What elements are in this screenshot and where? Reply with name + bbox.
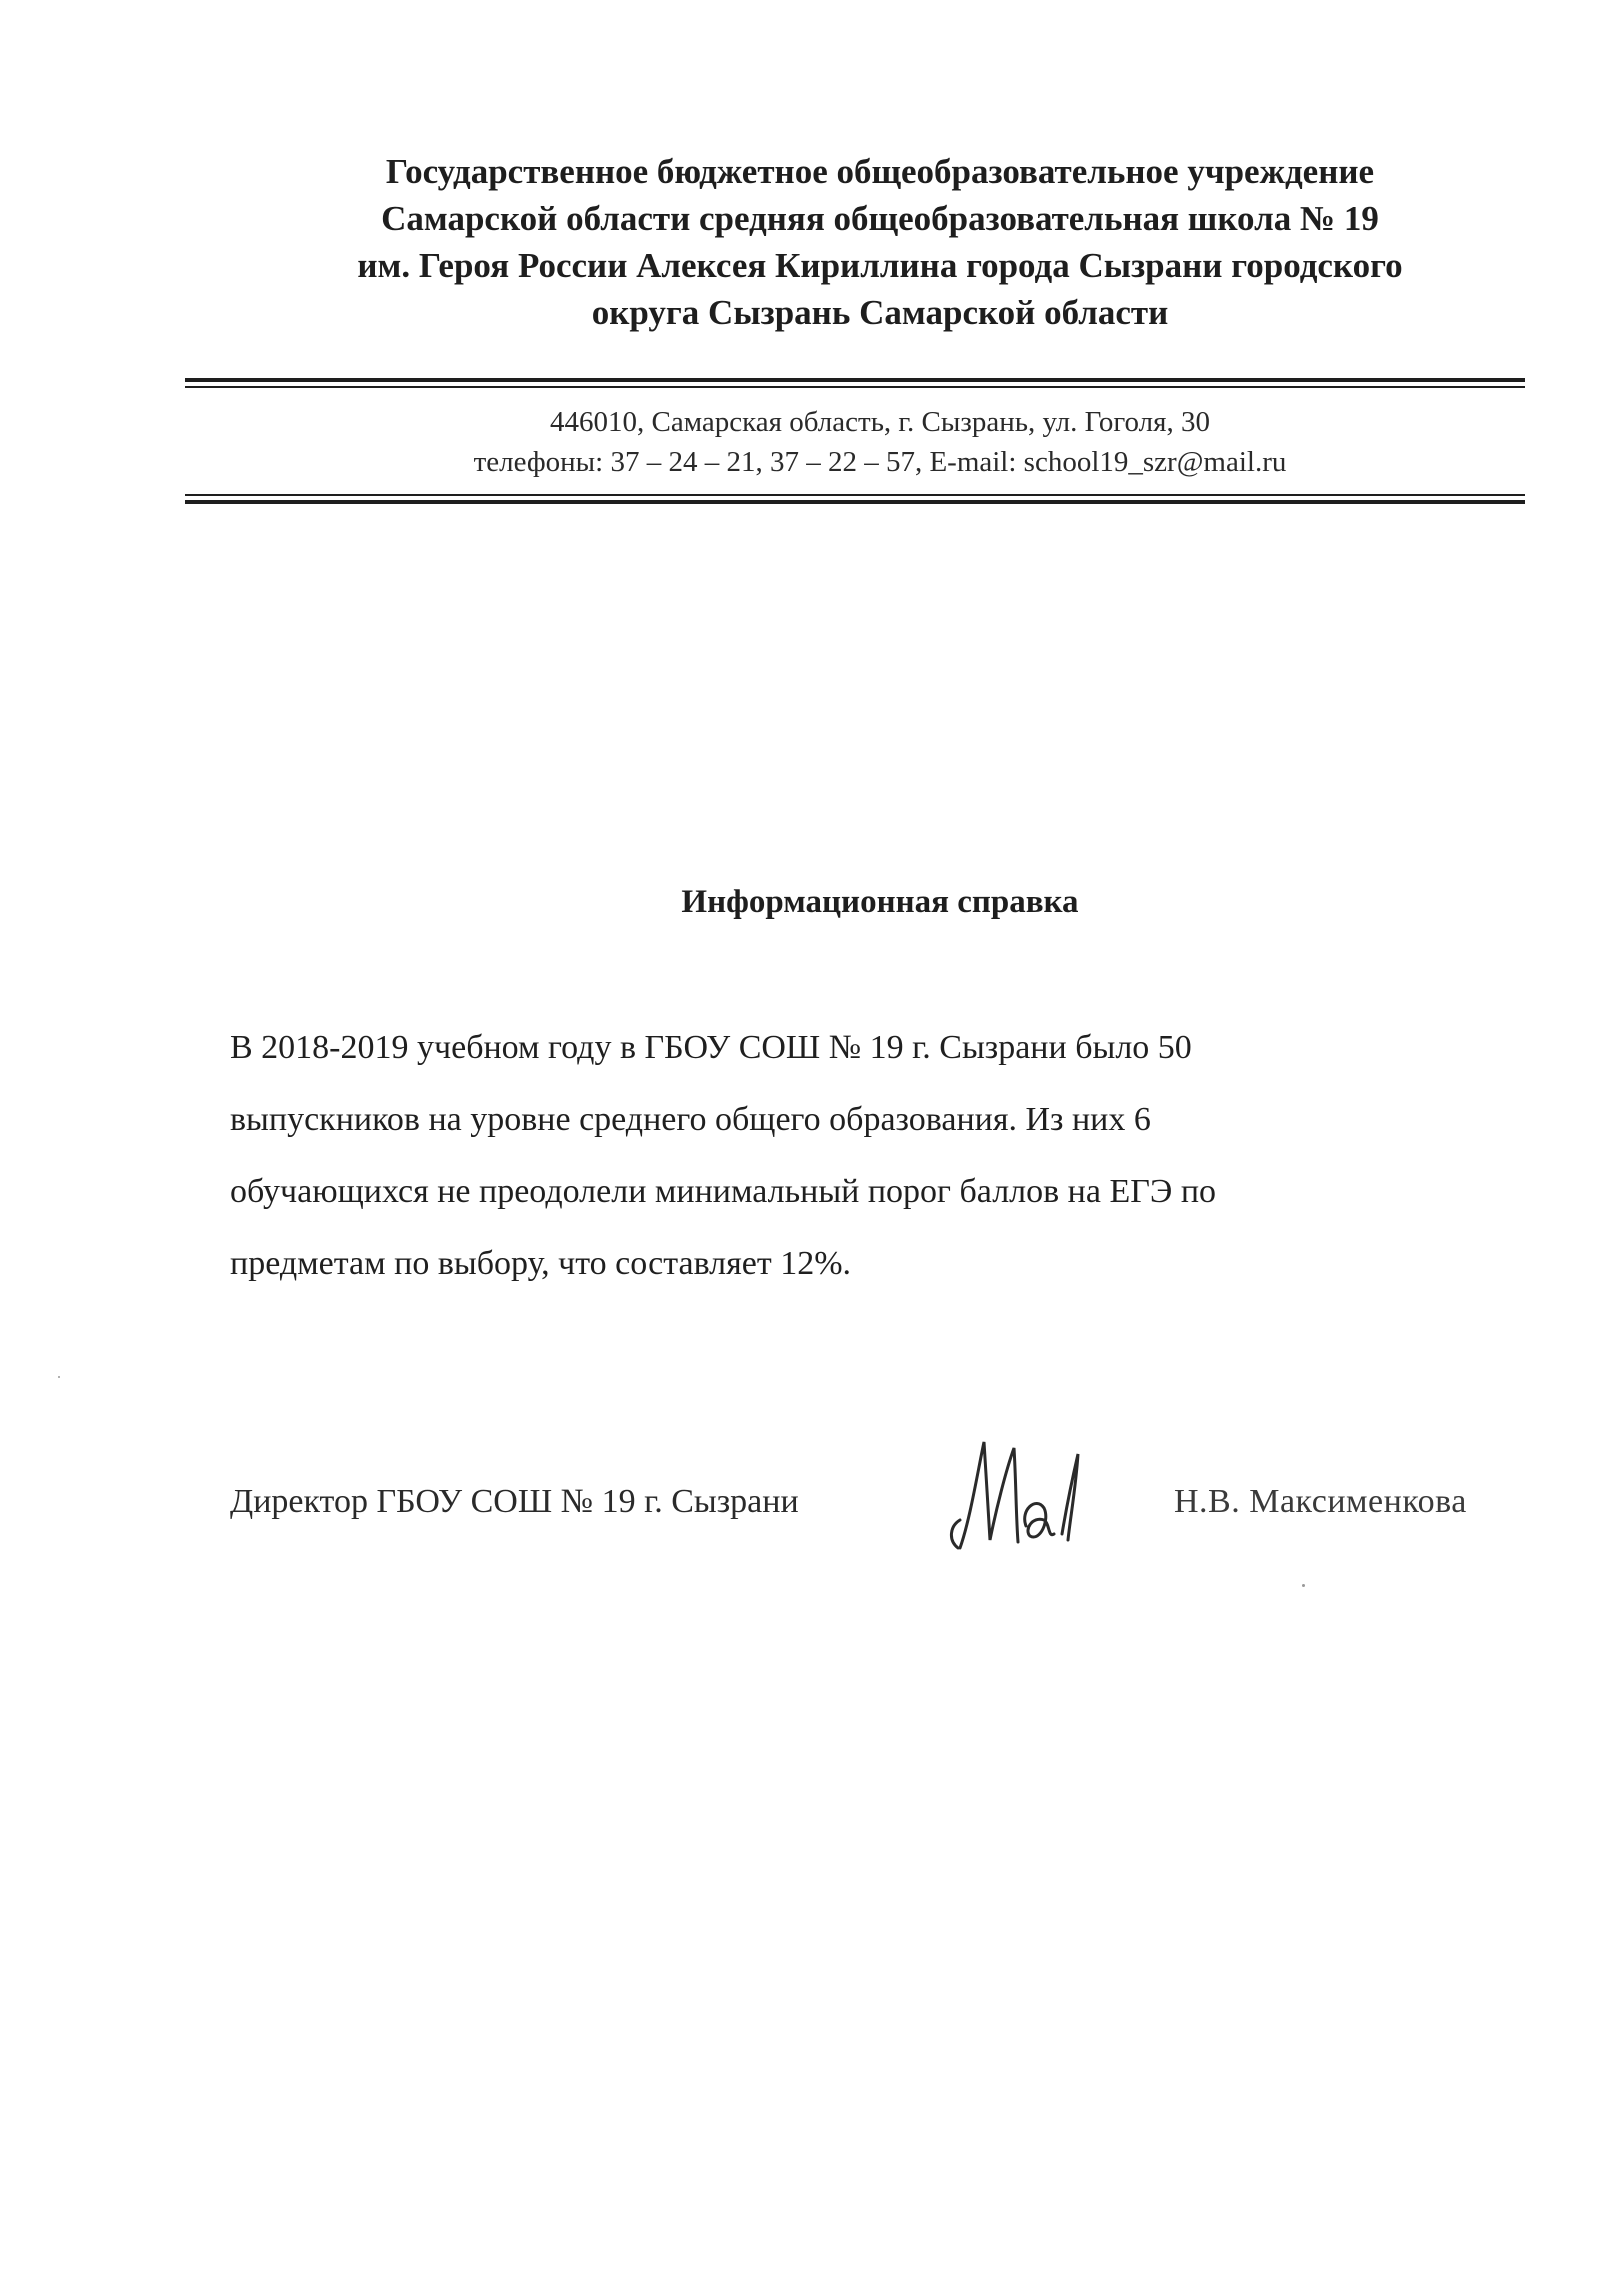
header-divider-top (185, 378, 1525, 388)
scan-speck (1302, 1584, 1305, 1587)
scan-speck (58, 1376, 60, 1378)
document-body (230, 1012, 1410, 1300)
org-line-3: им. Героя России Алексея Кириллина города Сызрани городского (357, 246, 1403, 285)
handwritten-signature (940, 1430, 1090, 1560)
body-line-4: предметам по выбору, что составляет 12%. (230, 1245, 852, 1282)
signature-row (230, 1460, 1530, 1580)
header-divider-bottom (185, 494, 1525, 504)
address-line: 446010, Самарская область, г. Сызрань, ул. Гоголя, 30 (550, 406, 1210, 438)
org-line-1: Государственное бюджетное общеобразовательное учреждение (385, 152, 1375, 191)
body-line-2: выпускников на уровне среднего общего образования. Из них 6 (230, 1101, 1151, 1138)
org-line-4: округа Сызрань Самарской области (591, 293, 1169, 332)
organization-header (230, 148, 1530, 336)
body-line-1: В 2018-2019 учебном году в ГБОУ СОШ № 19 г. Сызрани было 50 (230, 1029, 1192, 1066)
org-line-2: Самарской области средняя общеобразовательная школа № 19 (381, 199, 1379, 238)
signer-name: Н.В. Максименкова (1174, 1483, 1467, 1520)
signer-position: Директор ГБОУ СОШ № 19 г. Сызрани (230, 1483, 799, 1520)
document-title: Информационная справка (681, 884, 1079, 920)
address-block (230, 402, 1530, 482)
body-line-3: обучающихся не преодолели минимальный порог баллов на ЕГЭ по (230, 1173, 1217, 1210)
contacts-line: телефоны: 37 – 24 – 21, 37 – 22 – 57, E-mail: school19_szr@mail.ru (473, 446, 1287, 478)
